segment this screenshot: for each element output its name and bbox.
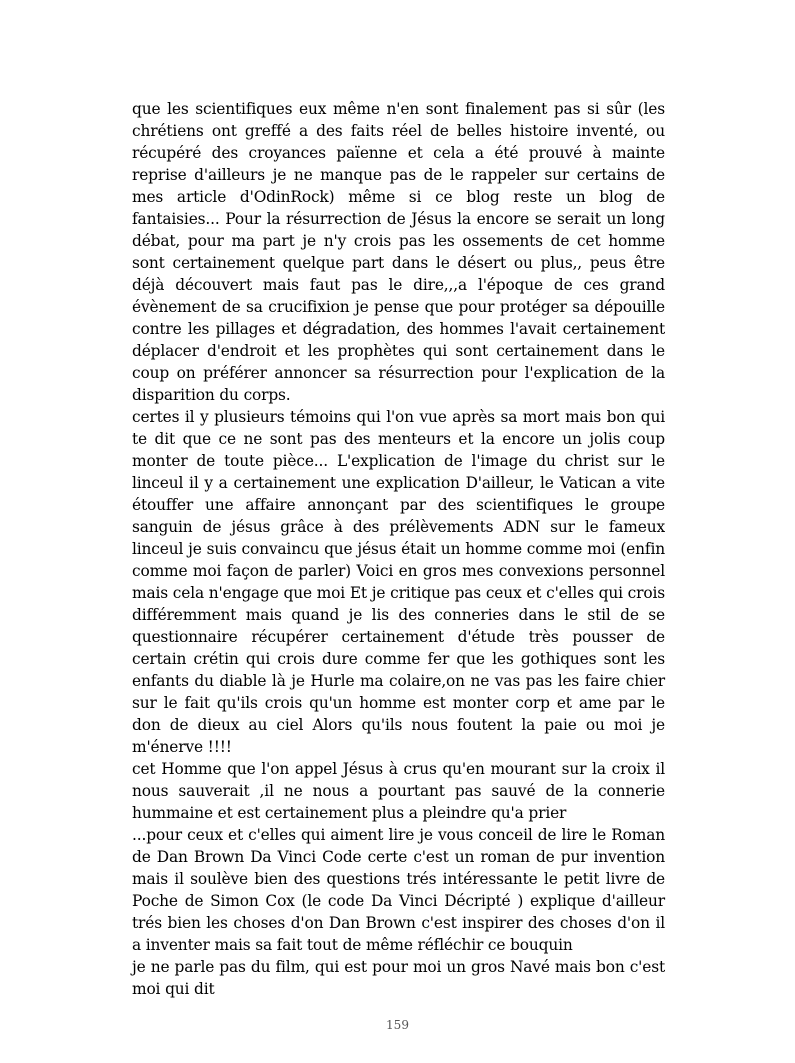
paragraph-1: que les scientifiques eux même n'en sont finalement pas si sûr (les chrétiens ont greffé a des faits réel de belles histoire inventé, ou récupéré des croyances païenne et cela a été prouvé à mainte reprise d'ailleurs je ne manque pas de le rappeler sur certains de mes article d'OdinRock) même si ce blog reste un blog de fantaisies... Pour la résurrection de Jésus la encore se serait un long débat, pour ma part je n'y crois pas les ossements de cet homme sont certainement quelque part dans le désert ou plus,, peus être déjà découvert mais faut pas le dire,,,a l'époque de ces grand évènement de sa crucifixion je pense que pour protéger sa dépouille contre les pillages et dégradation, des hommes l'avait certainement déplacer d'endroit et les prophètes qui sont certainement dans le coup on préférer annoncer sa résurrection pour l'explication de la disparition du corps. [132, 100, 665, 404]
page-number: 159 [386, 1018, 409, 1032]
paragraph-5: je ne parle pas du film, qui est pour moi un gros Navé mais bon c'est moi qui dit [132, 958, 665, 998]
paragraph-4: ...pour ceux et c'elles qui aiment lire je vous conceil de lire le Roman de Dan Brown Da Vinci Code certe c'est un roman de pur invention mais il soulève bien des questions trés intéressante le petit livre de Poche de Simon Cox (le code Da Vinci Décripté ) explique d'ailleur trés bien les choses d'on Dan Brown c'est inspirer des choses d'on il a inventer mais sa fait tout de même réfléchir ce bouquin [132, 826, 665, 954]
body-text [132, 98, 665, 1000]
paragraph-3: cet Homme que l'on appel Jésus à crus qu'en mourant sur la croix il nous sauverait ,il ne nous a pourtant pas sauvé de la connerie hummaine et est certainement plus a pleindre qu'a prier [132, 760, 665, 822]
paragraph-2: certes il y plusieurs témoins qui l'on vue après sa mort mais bon qui te dit que ce ne sont pas des menteurs et la encore un jolis coup monter de toute pièce... L'explication de l'image du christ sur le linceul il y a certainement une explication D'ailleur, le Vatican a vite étouffer une affaire annonçant par des scientifiques le groupe sanguin de jésus grâce à des prélèvements ADN sur le fameux linceul je suis convaincu que jésus était un homme comme moi (enfin comme moi façon de parler) Voici en gros mes convexions personnel mais cela n'engage que moi Et je critique pas ceux et c'elles qui crois différemment mais quand je lis des conneries dans le stil de se questionnaire récupérer certainement d'étude très pousser de certain crétin qui crois dure comme fer que les gothiques sont les enfants du diable là je Hurle ma colaire,on ne vas pas les faire chier sur le fait qu'ils crois qu'un homme est monter corp et ame par le don de dieux au ciel Alors qu'ils nous foutent la paie ou moi je m'énerve !!!! [132, 408, 665, 756]
